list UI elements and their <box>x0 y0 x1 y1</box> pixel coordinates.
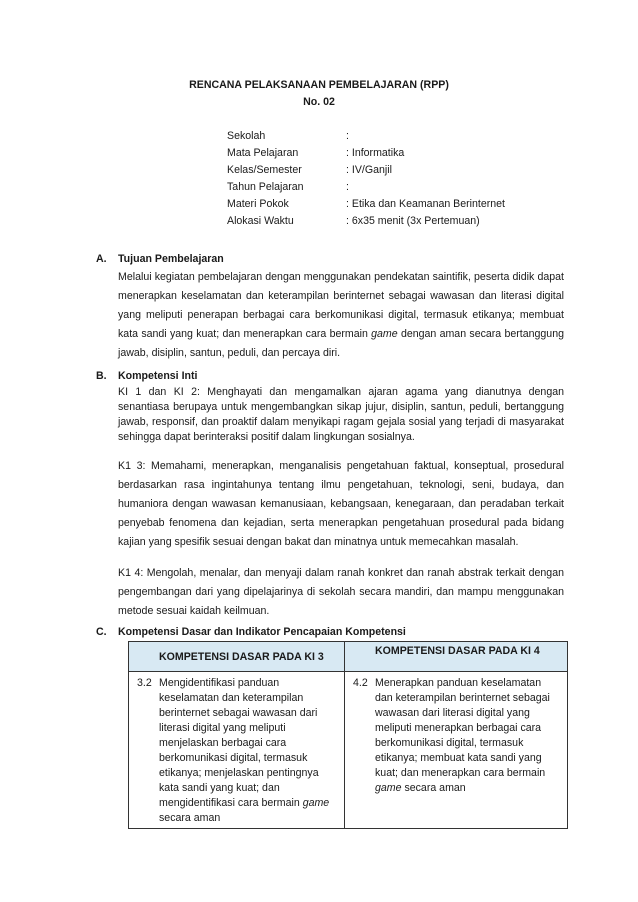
section-letter: A. <box>96 253 107 265</box>
identity-row <box>227 128 546 145</box>
table-cell-ki4 <box>345 672 568 829</box>
section-heading <box>96 370 564 382</box>
kd-text-end: secara aman <box>159 812 221 824</box>
identity-row <box>227 145 546 162</box>
section-heading <box>96 626 564 638</box>
identity-value: : IV/Ganjil <box>346 164 392 176</box>
identity-block <box>227 128 546 230</box>
kd-text-italic: game <box>302 797 330 809</box>
section-title: Kompetensi Dasar dan Indikator Pencapaian Kompetensi <box>118 626 406 638</box>
identity-row <box>227 196 546 213</box>
table-header-row <box>129 642 568 672</box>
identity-label: Tahun Pelajaran <box>227 181 304 193</box>
kd-text <box>375 676 567 796</box>
section-title: Tujuan Pembelajaran <box>118 253 224 265</box>
kd-text-end: secara aman <box>401 782 466 794</box>
section-title: Kompetensi Inti <box>118 370 198 382</box>
table-header-ki3: KOMPETENSI DASAR PADA KI 3 <box>129 642 345 672</box>
document-title <box>0 79 638 108</box>
ki4-paragraph: K1 4: Mengolah, menalar, dan menyaji dalam ranah konkret dan ranah abstrak terkait dengan pengembangan dari yang dipelajarinya di sekolah secara mandiri, dan mampu menggunakan metode sesuai kaidah keilmuan. <box>118 567 564 617</box>
tujuan-text-end: dengan aman secara bertanggung jawab, disiplin, santun, peduli, dan percaya diri. <box>118 328 564 359</box>
table-cell-ki3 <box>129 672 345 829</box>
identity-value: : <box>346 181 349 193</box>
kd-number: 3.2 <box>137 677 152 689</box>
kd-text <box>159 676 344 826</box>
kd-text-part: Menerapkan panduan keselamatan dan keterampilan berinternet sebagai wawasan dari literasi digital yang meliputi menerapkan berbagai cara berkomunikasi digital, termasuk etikanya; membuat kata sandi yang kuat; dan menerapkan cara bermain <box>375 677 550 779</box>
identity-value: : 6x35 menit (3x Pertemuan) <box>346 215 480 227</box>
section-tujuan <box>96 253 564 363</box>
identity-value: : <box>346 130 349 142</box>
section-letter: C. <box>96 626 107 638</box>
identity-value: : Etika dan Keamanan Berinternet <box>346 198 506 210</box>
kd-text-part: Mengidentifikasi panduan keselamatan dan keterampilan berinternet sebagai wawasan dari literasi digital yang meliputi menjelaskan berbagai cara berkomunikasi digital, termasuk etikanya; menjelaskan pentingnya kata sandi yang kuat; dan mengidentifikasi cara bermain <box>159 677 319 809</box>
table-header-ki4: KOMPETENSI DASAR PADA KI 4 <box>345 642 568 672</box>
section-kompetensi-inti <box>96 370 564 621</box>
identity-label: Kelas/Semester <box>227 164 302 176</box>
title-line-2: No. 02 <box>303 96 335 108</box>
identity-label: Mata Pelajaran <box>227 147 299 159</box>
ki3-paragraph: K1 3: Memahami, menerapkan, menganalisis pengetahuan faktual, konseptual, prosedural berdasarkan rasa ingintahunya tentang ilmu pengetahuan, teknologi, seni, budaya, dan humaniora dengan wawasan kemanusiaan, kebangsaan, kenegaraan, dan peradaban terkait penyebab fenomena dan kejadian, serta menerapkan pengetahuan prosedural pada bidang kajian yang spesifik sesuai dengan bakat dan minatnya untuk memecahkan masalah. <box>118 460 564 548</box>
tujuan-text: Melalui kegiatan pembelajaran dengan menggunakan pendekatan saintifik, peserta didik dapat menerapkan keselamatan dan keterampilan berinternet sebagai wawasan dan literasi digital yang meliputi penerapan berbagai cara berkomunikasi digital, termasuk etikanya; membuat kata sandi yang kuat; dan menerapkan cara bermain <box>118 271 564 340</box>
title-line-1: RENCANA PELAKSANAAN PEMBELAJARAN (RPP) <box>189 79 449 91</box>
section-letter: B. <box>96 370 107 382</box>
kd-number: 4.2 <box>353 677 368 689</box>
ki12-paragraph: KI 1 dan KI 2: Menghayati dan mengamalkan ajaran agama yang dianutnya dengan senantiasa berupaya untuk mengembangkan sikap jujur, disiplin, santun, peduli, bertanggung jawab, responsif, dan proaktif dalam menyikapi ragam gejala sosial yang terjadi di masyarakat sehingga dapat berinteraksi positif dalam lingkungan sosialnya. <box>118 386 564 443</box>
identity-row <box>227 213 546 230</box>
section-kompetensi-dasar <box>96 626 564 638</box>
kd-text-italic: game <box>375 782 402 794</box>
identity-label: Materi Pokok <box>227 198 289 210</box>
identity-label: Sekolah <box>227 130 266 142</box>
tujuan-text-italic: game <box>371 328 398 340</box>
kompetensi-dasar-table <box>128 641 568 829</box>
identity-row <box>227 162 546 179</box>
section-heading <box>96 253 564 265</box>
identity-row <box>227 179 546 196</box>
identity-label: Alokasi Waktu <box>227 215 294 227</box>
tujuan-paragraph <box>118 268 564 363</box>
identity-value: : Informatika <box>346 147 405 159</box>
table-row <box>129 672 568 829</box>
